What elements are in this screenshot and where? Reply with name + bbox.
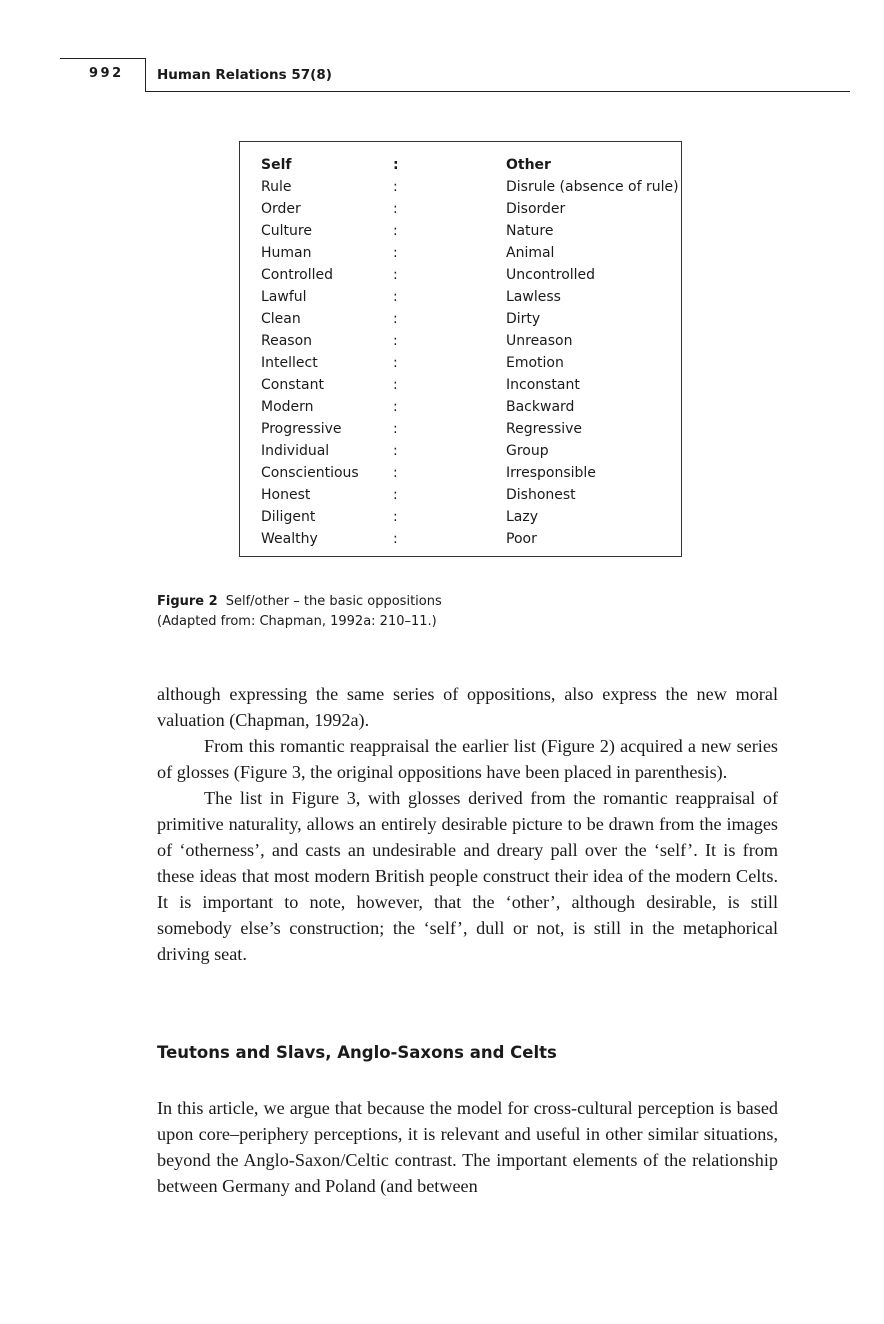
figure-row — [240, 286, 681, 308]
row-separator: : — [393, 223, 398, 239]
other-term: Backward — [506, 399, 575, 415]
row-separator: : — [393, 377, 398, 393]
self-term: Rule — [261, 179, 292, 195]
other-term: Poor — [506, 531, 537, 547]
row-separator: : — [393, 443, 398, 459]
caption-line — [157, 592, 442, 612]
figure-row — [240, 220, 681, 242]
other-term: Inconstant — [506, 377, 580, 393]
figure-row — [240, 264, 681, 286]
self-term: Progressive — [261, 421, 342, 437]
column-separator: : — [393, 157, 399, 173]
row-separator: : — [393, 245, 398, 261]
section-body — [157, 1095, 778, 1199]
header-rule-divider — [145, 58, 146, 92]
row-separator: : — [393, 487, 398, 503]
paragraph-1: although expressing the same series of oppositions, also express the new moral valuation (Chapman, 1992a). — [157, 684, 778, 730]
figure-row — [240, 308, 681, 330]
figure-row — [240, 440, 681, 462]
row-separator: : — [393, 399, 398, 415]
figure-row — [240, 462, 681, 484]
other-term: Dishonest — [506, 487, 576, 503]
figure-row — [240, 528, 681, 550]
figure-header-row — [240, 154, 681, 176]
other-term: Regressive — [506, 421, 583, 437]
self-term: Modern — [261, 399, 314, 415]
page-number: 992 — [89, 66, 124, 81]
figure-row — [240, 374, 681, 396]
self-term: Order — [261, 201, 301, 217]
paragraph-2: From this romantic reappraisal the earlier list (Figure 2) acquired a new series of glosses (Figure 3, the original oppositions have been placed in parenthesis). — [157, 736, 778, 782]
figure-table — [239, 141, 682, 557]
figure-row — [240, 176, 681, 198]
row-separator: : — [393, 179, 398, 195]
other-term: Disrule (absence of rule) — [506, 179, 679, 195]
other-term: Animal — [506, 245, 555, 261]
self-term: Lawful — [261, 289, 307, 305]
section-paragraph: In this article, we argue that because the model for cross-cultural perception is based upon core–periphery perceptions, it is relevant and useful in other similar situations, beyond the Anglo-Saxon/Celtic contrast. The important elements of the relationship between Germany and Poland (and between — [157, 1098, 778, 1196]
row-separator: : — [393, 289, 398, 305]
figure-row — [240, 418, 681, 440]
self-term: Diligent — [261, 509, 316, 525]
figure-row — [240, 330, 681, 352]
other-term: Dirty — [506, 311, 541, 327]
figure-row — [240, 506, 681, 528]
self-term: Wealthy — [261, 531, 318, 547]
self-term: Controlled — [261, 267, 333, 283]
self-term: Individual — [261, 443, 330, 459]
self-term: Conscientious — [261, 465, 359, 481]
other-term: Irresponsible — [506, 465, 596, 481]
other-term: Unreason — [506, 333, 573, 349]
self-term: Honest — [261, 487, 311, 503]
caption-source: (Adapted from: Chapman, 1992a: 210–11.) — [157, 614, 437, 629]
row-separator: : — [393, 311, 398, 327]
paragraph-3: The list in Figure 3, with glosses derived from the romantic reappraisal of primitive naturality, allows an entirely desirable picture to be drawn from the images of ‘otherness’, and casts an undesirable and dreary pall over the ‘self’. It is from these ideas that most modern British people construct their idea of the modern Celts. It is important to note, however, that the ‘other’, although desirable, is still somebody else’s construction; the ‘self’, dull or not, is still in the metaphorical driving seat. — [157, 788, 778, 964]
other-term: Nature — [506, 223, 554, 239]
other-term: Lazy — [506, 509, 539, 525]
figure-row — [240, 352, 681, 374]
row-separator: : — [393, 201, 398, 217]
figure-caption — [157, 592, 442, 632]
figure-row — [240, 242, 681, 264]
figure-row — [240, 484, 681, 506]
self-term: Clean — [261, 311, 301, 327]
row-separator: : — [393, 421, 398, 437]
figure-row — [240, 396, 681, 418]
row-separator: : — [393, 465, 398, 481]
row-separator: : — [393, 333, 398, 349]
figure-row — [240, 198, 681, 220]
body-text — [157, 681, 778, 967]
other-term: Lawless — [506, 289, 561, 305]
caption-label: Figure 2 — [157, 594, 218, 609]
journal-title: Human Relations 57(8) — [157, 67, 332, 83]
self-term: Constant — [261, 377, 324, 393]
other-term: Emotion — [506, 355, 564, 371]
self-term: Intellect — [261, 355, 318, 371]
row-separator: : — [393, 355, 398, 371]
section-heading: Teutons and Slavs, Anglo-Saxons and Celts — [157, 1043, 557, 1062]
self-term: Reason — [261, 333, 313, 349]
other-term: Disorder — [506, 201, 566, 217]
row-separator: : — [393, 531, 398, 547]
header-rule-right — [145, 91, 850, 92]
other-term: Uncontrolled — [506, 267, 596, 283]
caption-title: Self/other – the basic oppositions — [225, 594, 442, 609]
other-term: Group — [506, 443, 549, 459]
row-separator: : — [393, 267, 398, 283]
column-header-self: Self — [261, 157, 292, 173]
header-rule-left — [60, 58, 145, 59]
self-term: Culture — [261, 223, 312, 239]
self-term: Human — [261, 245, 312, 261]
column-header-other: Other — [506, 157, 551, 173]
row-separator: : — [393, 509, 398, 525]
